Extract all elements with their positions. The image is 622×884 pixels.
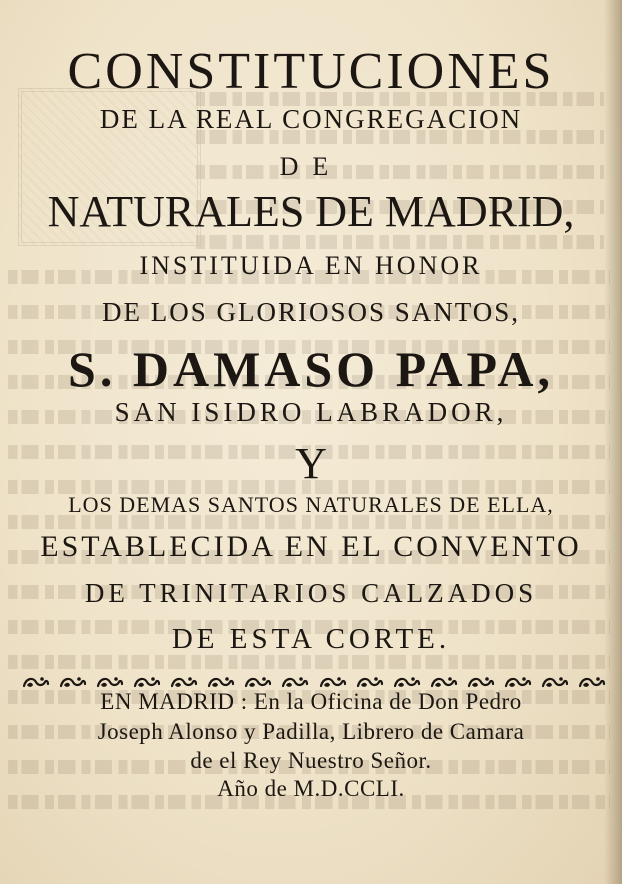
subtitle-establecida: ESTABLECIDA EN EL CONVENTO bbox=[40, 530, 582, 563]
subtitle-trinitarios: DE TRINITARIOS CALZADOS bbox=[84, 578, 538, 608]
title-constituciones: CONSTITUCIONES bbox=[67, 43, 555, 100]
subtitle-instituida: INSTITUIDA EN HONOR bbox=[139, 251, 483, 280]
subtitle-de: DE bbox=[279, 152, 343, 181]
saint-isidro-labrador: SAN ISIDRO LABRADOR, bbox=[114, 397, 508, 427]
subtitle-naturales-de-madrid: NATURALES DE MADRID, bbox=[47, 187, 575, 236]
show-through-line bbox=[8, 655, 610, 669]
saint-damaso-papa: S. DAMASO PAPA, bbox=[68, 341, 554, 397]
conjunction-y: Y bbox=[295, 439, 327, 488]
imprint-printer: Joseph Alonso y Padilla, Librero de Camara bbox=[97, 719, 525, 744]
imprint-place: EN MADRID : En la Oficina de Don Pedro bbox=[100, 689, 522, 714]
imprint-year: Año de M.D.CCLI. bbox=[217, 776, 405, 801]
subtitle-gloriosos-santos: DE LOS GLORIOSOS SANTOS, bbox=[101, 297, 521, 327]
subtitle-esta-corte: DE ESTA CORTE. bbox=[171, 623, 451, 655]
subtitle-demas-santos: LOS DEMAS SANTOS NATURALES DE ELLA, bbox=[68, 492, 554, 517]
imprint-patron: de el Rey Nuestro Señor. bbox=[190, 748, 432, 773]
page-gutter-shadow bbox=[604, 0, 622, 884]
show-through-line bbox=[196, 235, 604, 249]
subtitle-real-congregacion: DE LA REAL CONGREGACION bbox=[99, 104, 523, 134]
